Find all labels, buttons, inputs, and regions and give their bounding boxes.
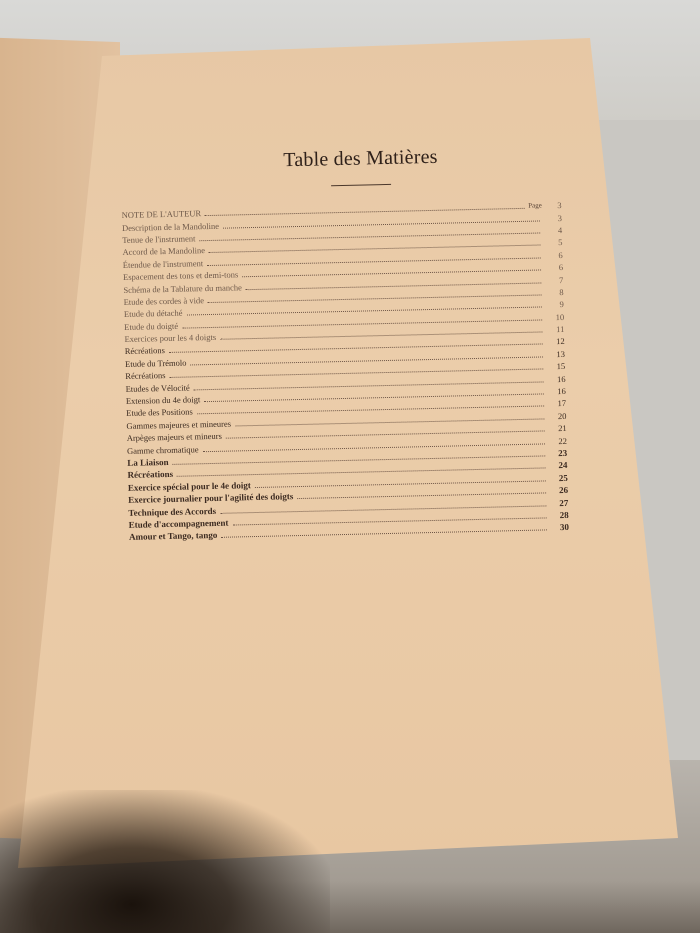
- toc-list: [122, 199, 569, 543]
- toc-entry-label: Etude du détaché: [123, 307, 183, 320]
- toc-entry-label: NOTE DE L'AUTEUR: [121, 208, 202, 221]
- toc-entry-page: 16: [556, 373, 566, 384]
- toc-entry-page: 23: [558, 447, 568, 459]
- toc-entry-label: Technique des Accords: [128, 505, 217, 518]
- toc-entry-label: Etude du Trémolo: [124, 357, 187, 369]
- toc-entry-label: Tenue de l'instrument: [122, 233, 196, 245]
- toc-entry-page: 10: [555, 311, 565, 322]
- toc-entry-label: Etude d'accompagnement: [128, 517, 229, 530]
- toc-entry-label: Etude du doigté: [124, 320, 179, 332]
- toc-entry-page: 3: [557, 212, 562, 223]
- page-title: Table des Matières: [283, 146, 438, 172]
- toc-entry-label: Extension du 4e doigt: [125, 394, 201, 406]
- toc-entry-page: 7: [558, 274, 564, 285]
- toc-entry-label: Arpèges majeurs et mineurs: [126, 430, 222, 444]
- toc-entry-label: Étendue de l'instrument: [122, 257, 204, 270]
- toc-entry-label: Etudes de Vélocité: [125, 382, 190, 394]
- toc-entry-page: 4: [557, 224, 563, 236]
- toc-entry-page: 26: [558, 485, 569, 496]
- toc-entry-label: Amour et Tango, tango: [128, 530, 218, 543]
- toc-entry-label: Description de la Mandoline: [121, 220, 220, 233]
- toc-entry-label: La Liaison: [127, 456, 169, 468]
- toc-entry-label: Récréations: [124, 345, 166, 357]
- toc-entry-page: 22: [558, 435, 568, 446]
- toc-entry-page: 30: [559, 522, 570, 533]
- toc-entry-page: 20: [557, 410, 567, 421]
- toc-entry-label: Etude des Positions: [126, 406, 193, 419]
- toc-entry-label: Récréations: [127, 469, 174, 481]
- toc-entry-page: 6: [558, 249, 563, 260]
- toc-entry-label: Espacement des tons et demi-tons: [122, 269, 239, 283]
- hand-shadow: [0, 790, 330, 933]
- toc-entry-page: 28: [559, 509, 569, 521]
- toc-entry-page: 12: [556, 336, 565, 347]
- toc-entry-page: 13: [556, 348, 566, 360]
- toc-entry-page: 9: [559, 299, 564, 310]
- toc-entry-label: Etude des cordes à vide: [123, 295, 205, 307]
- toc-entry-label: Exercice journalier pour l'agilité des doigts: [128, 491, 294, 506]
- toc-entry-page: 21: [558, 423, 567, 434]
- toc-entry-page: 16: [557, 385, 566, 397]
- toc-entry-label: Gammes majeures et mineures: [126, 418, 232, 431]
- toc-entry-label: Gamme chromatique: [126, 443, 199, 456]
- toc-entry-page: 3: [557, 200, 562, 211]
- toc-entry-label: Exercice spécial pour le 4e doigt: [127, 479, 251, 493]
- toc-entry-page: 6: [558, 262, 564, 273]
- toc-entry-label: Schéma de la Tablature du manche: [123, 281, 242, 295]
- toc-entry-page: 8: [559, 286, 564, 297]
- page-column-label: Page: [528, 201, 544, 210]
- toc-entry-page: 25: [558, 472, 568, 483]
- toc-entry-page: 17: [557, 398, 567, 409]
- toc-entry-page: 15: [556, 361, 566, 372]
- toc-entry-page: 11: [556, 324, 565, 335]
- toc-entry-label: Exercices pour les 4 doigts: [124, 331, 217, 345]
- toc-content: [120, 130, 569, 543]
- toc-entry-page: 5: [558, 237, 563, 248]
- toc-entry-label: Récréations: [125, 370, 166, 382]
- toc-entry-page: 27: [559, 497, 569, 508]
- title-rule: [331, 184, 391, 186]
- toc-entry-page: 24: [558, 460, 568, 471]
- toc-entry-label: Accord de la Mandoline: [122, 245, 206, 258]
